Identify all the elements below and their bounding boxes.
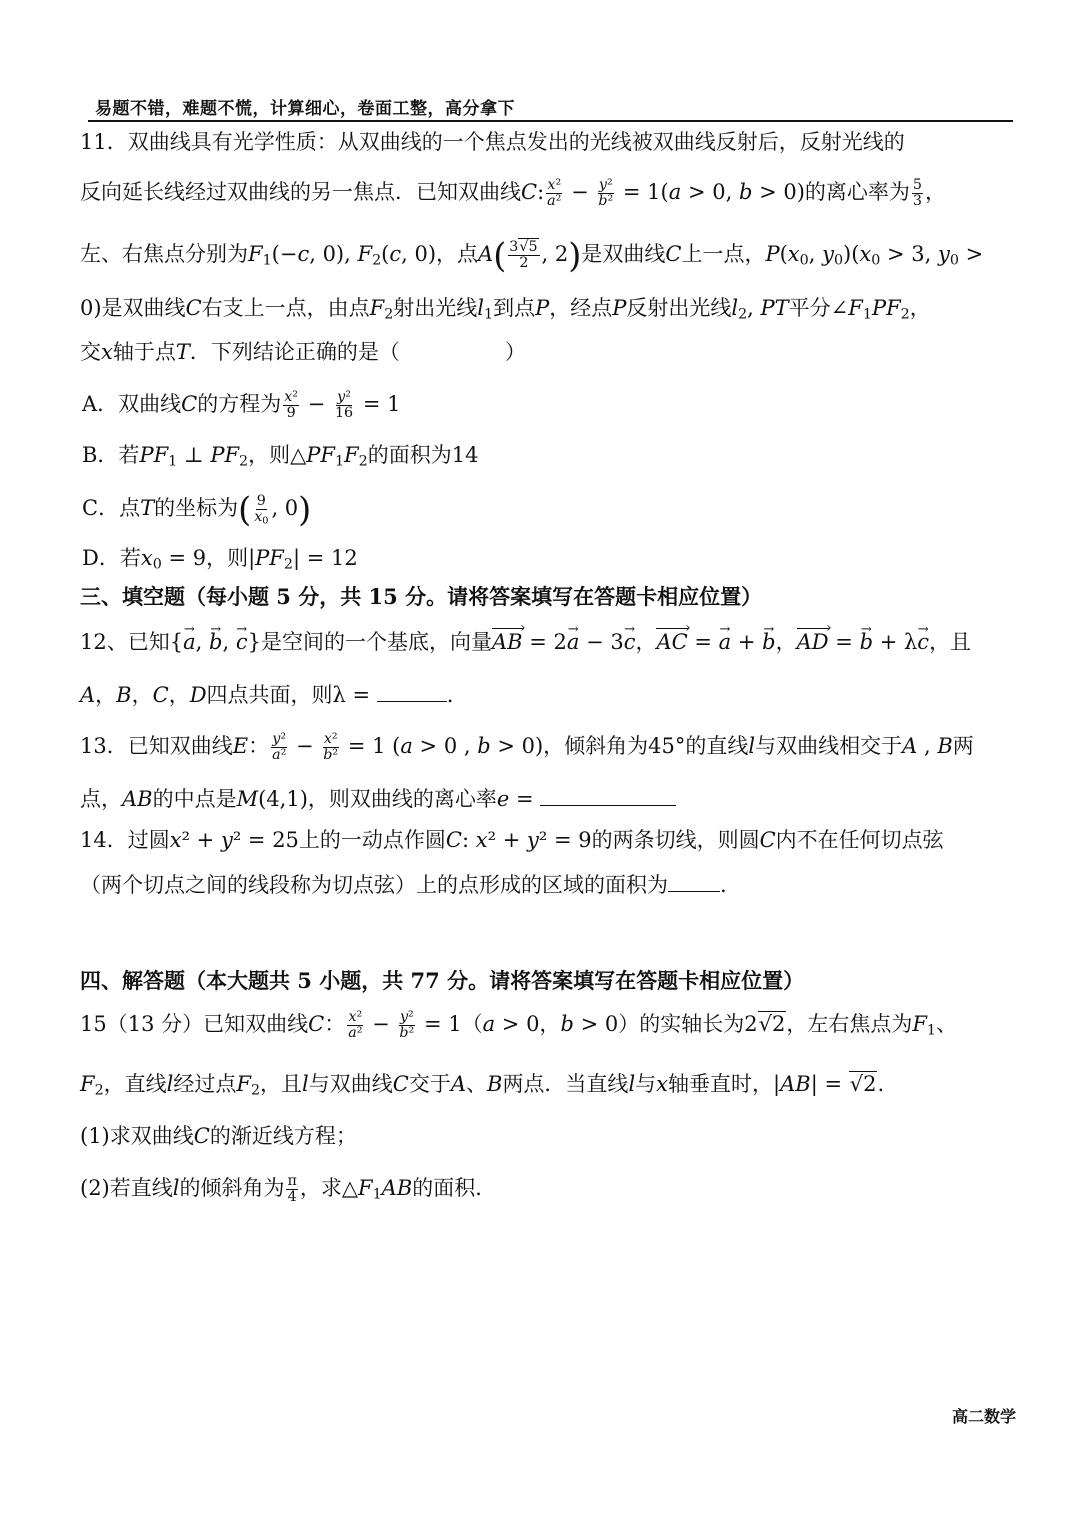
q15-part-1: (1)求双曲线C的渐近线方程； xyxy=(80,1124,357,1148)
q15-part-2: (2)若直线l的倾斜角为 $\frac{\pi}{4}$ ，求$\triangle F_1AB$的面积． xyxy=(80,1173,497,1205)
q14-line-2: （两个切点之间的线段称为切点弦）上的点形成的区域的面积为 . xyxy=(80,872,727,897)
q14-line-1: 14．过圆x² + y² = 25上的一动点作圆C: x² + y² = 9的两条切线，则圆C内不在任何切点弦 xyxy=(80,828,944,852)
section-3-title: 三、填空题（每小题 5 分，共 15 分。请将答案填写在答题卡相应位置） xyxy=(80,584,763,609)
q12-line-1: 12、已知{→ a, → b, → c}是空间的一个基底，向量AB › = 2→ a − 3→ c，AC › = → a + → b，AD › = → b + λ→ c，且 xyxy=(80,630,971,655)
q13-line-2: 点，AB的中点是M(4,1)，则双曲线的离心率e = xyxy=(80,786,676,812)
q11-option-a: A．双曲线C的方程为 $\frac{\text{x²}}{9}$ − $\frac{\text{y²}}{16}$ = 1 xyxy=(82,389,401,421)
q13-answer-blank[interactable] xyxy=(540,786,676,806)
q15-line-1: 15（13 分）已知双曲线C： $\frac{\text{x²}}{\text{a²}}$ − $\frac{\text{y²}}{\text{b²}}$ = 1（a > 0，b > 0）的实轴长为2√2，左右焦点为$F_1$、 xyxy=(80,1009,957,1041)
q15-line-2: $F_2$，直线l经过点$F_2$，且l与双曲线C交于A、B两点．当直线l与x轴垂直时，|AB| = √2. xyxy=(80,1072,885,1099)
q11-line-3: 左、右焦点分别为$F_1(-c$, 0), $F_2(c$, 0)，点A( $\frac{3√5}{2}$ , 2)是双曲线C上一点，$P(x_0$, $y_0)(x_0 > 3$, $y_0$ > xyxy=(80,236,984,276)
q11-option-d: D．若$x_0 = 9$，则$|PF_2| = 12$ xyxy=(82,546,358,573)
q12-line-2: A，B，C，D四点共面，则λ = . xyxy=(80,682,454,707)
q11-line-5: 交x轴于点T．下列结论正确的是（ ） xyxy=(80,340,526,364)
footer-subject-label: 高二数学 xyxy=(952,1407,1017,1426)
q11-line-4: 0)是双曲线C右支上一点，由点$F_2$射出光线$l_1$到点P，经点P反射出光线$l_2$, PT平分$\angle F_1PF_2$， xyxy=(80,296,931,323)
q14-answer-blank[interactable] xyxy=(668,872,720,892)
q11-line-2: 反向延长线经过双曲线的另一焦点．已知双曲线C: $\frac{\text{x²}}{\text{a²}}$ − $\frac{\text{y²}}{\text{b²}}$ = 1(a > 0, b > 0)的离心率为 $\frac{5}{3}$ ， xyxy=(80,177,946,209)
q11-option-c: C．点T的坐标为( $\frac{9}{x_0}$ , 0) xyxy=(82,490,312,530)
q13-line-1: 13．已知双曲线E： $\frac{\text{y²}}{\text{a²}}$ − $\frac{\text{x²}}{\text{b²}}$ = 1 (a > 0 , b > 0)，倾斜角为45°的直线l与双曲线相交于A , B两 xyxy=(80,731,974,763)
q12-answer-blank[interactable] xyxy=(377,682,447,702)
q11-option-b: B．若$PF_1$ ⊥ $PF_2$，则$\triangle PF_1F_2$的面积为14 xyxy=(82,443,479,470)
header-rule xyxy=(88,120,1013,122)
section-4-title: 四、解答题（本大题共 5 小题，共 77 分。请将答案填写在答题卡相应位置） xyxy=(80,968,805,993)
q11-line-1: 11．双曲线具有光学性质：从双曲线的一个焦点发出的光线被双曲线反射后，反射光线的 xyxy=(80,130,905,154)
header-motto: 易题不错，难题不慌，计算细心，卷面工整，高分拿下 xyxy=(95,99,515,119)
